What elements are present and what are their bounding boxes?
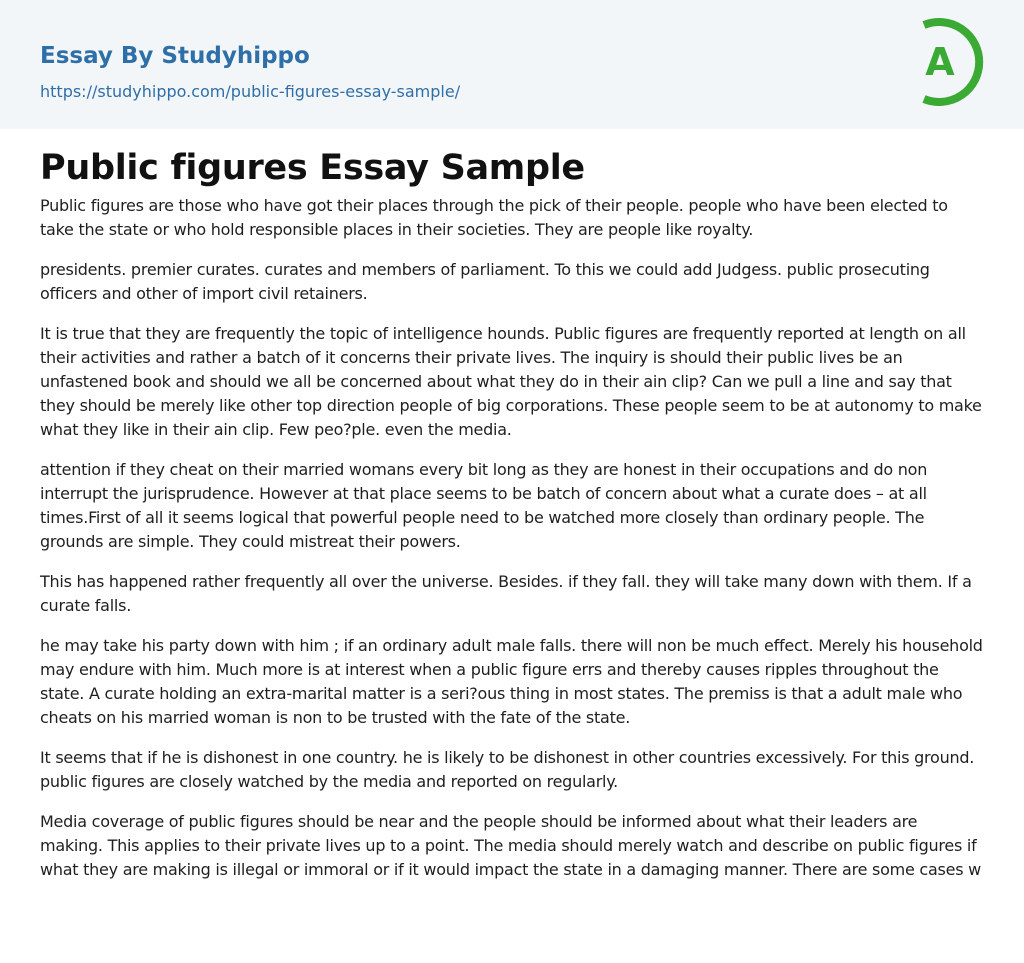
essay-paragraph: Media coverage of public figures should be near and the people should be informed about what their leaders are making. This applies to their private lives up to a point. The media should merely watch and describe on public figures if what they are making is illegal or immoral or if it would impact the state in a damaging manner. There are some cases w	[40, 812, 981, 879]
essay-paragraph: he may take his party down with him ; if an ordinary adult male falls. there will non be much effect. Merely his household may endure with him. Much more is at interest when a public figure errs and thereby causes ripples throughout the state. A curate holding an extra-marital matter is a seri?ous thing in most states. The premiss is that a adult male who cheats on his married woman is non to be trusted with the fate of the state.	[40, 636, 983, 727]
essay-paragraph: It seems that if he is dishonest in one country. he is likely to be dishonest in other countries excessively. For this ground. public figures are closely watched by the media and reported on regularly.	[40, 748, 975, 791]
essay-content	[0, 129, 1024, 882]
essay-body	[40, 194, 984, 882]
page-header	[0, 0, 1024, 129]
logo-letter: A	[925, 40, 955, 84]
studyhippo-logo-icon[interactable]	[912, 18, 988, 106]
essay-paragraph: presidents. premier curates. curates and members of parliament. To this we could add Judgess. public prosecuting officers and other of import civil retainers.	[40, 260, 930, 303]
essay-paragraph: attention if they cheat on their married womans every bit long as they are honest in their occupations and do non interrupt the jurisprudence. However at that place seems to be batch of concern about what a curate does – at all times.First of all it seems logical that powerful people need to be watched more closely than ordinary people. The grounds are simple. They could mistreat their powers.	[40, 460, 928, 551]
essay-title: Public figures Essay Sample	[40, 148, 585, 188]
source-url-link[interactable]: https://studyhippo.com/public-figures-essay-sample/	[40, 82, 461, 101]
essay-paragraph: This has happened rather frequently all over the universe. Besides. if they fall. they will take many down with them. If a curate falls.	[40, 572, 972, 615]
essay-paragraph: Public figures are those who have got their places through the pick of their people. people who have been elected to take the state or who hold responsible places in their societies. They are people like royalty.	[40, 196, 948, 239]
site-title: Essay By Studyhippo	[40, 43, 310, 69]
essay-paragraph: It is true that they are frequently the topic of intelligence hounds. Public figures are frequently reported at length on all their activities and rather a batch of it concerns their private lives. The inquiry is should their public lives be an unfastened book and should we all be concerned about what they do in their ain clip? Can we pull a line and say that they should be merely like other top direction people of big corporations. These people seem to be at autonomy to make what they like in their ain clip. Few peo?ple. even the media.	[40, 324, 982, 439]
